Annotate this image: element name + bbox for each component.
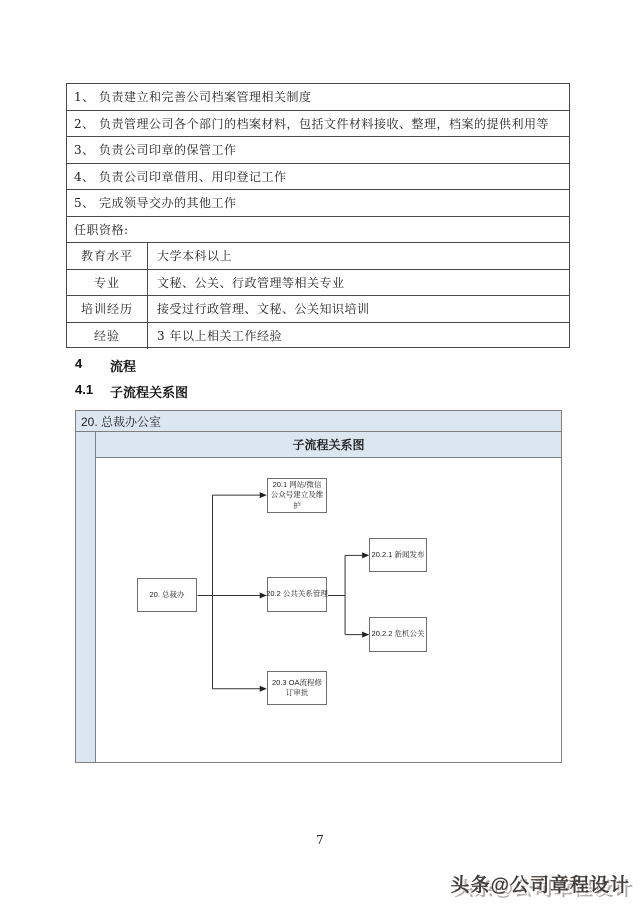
qualification-header: 任职资格: (67, 217, 569, 244)
subsection-title: 子流程关系图 (110, 386, 189, 401)
qual-label-training: 培训经历 (67, 296, 148, 322)
qual-label-experience: 经验 (67, 323, 148, 350)
qual-value-training: 接受过行政管理、文秘、公关知识培训 (157, 302, 370, 317)
swimlane-main (96, 432, 561, 762)
duty-row-2: 2、 负责管理公司各个部门的档案材料，包括文件材料接收、整理，档案的提供利用等 (67, 111, 569, 138)
qualification-row-major (67, 270, 569, 297)
qual-value-education: 大学本科以上 (157, 249, 233, 264)
qualification-row-education (67, 243, 569, 270)
section-title: 流程 (110, 360, 137, 375)
swimlane-header: 20. 总裁办公室 (76, 411, 561, 432)
section-heading (75, 356, 136, 375)
subsection-number: 4.1 (75, 382, 94, 397)
qualification-row-experience (67, 323, 569, 350)
flowchart-area (96, 458, 561, 762)
duty-row-1: 1、 负责建立和完善公司档案管理相关制度 (67, 84, 569, 111)
flow-node-news-release: 20.2.1 新闻发布 (369, 538, 427, 572)
flow-node-website-wechat: 20.1 网站/微信公众号建立及维护 (267, 478, 327, 513)
subsection-heading (75, 382, 188, 401)
qual-label-education: 教育水平 (67, 243, 148, 269)
flow-node-public-relations: 20.2 公共关系管理 (267, 577, 327, 612)
swimlane-body (76, 432, 561, 762)
subprocess-diagram (75, 410, 562, 763)
duty-row-5: 5、 完成领导交办的其他工作 (67, 190, 569, 217)
qualification-row-training (67, 296, 569, 323)
flow-node-crisis-pr: 20.2.2 危机公关 (369, 617, 427, 652)
qual-value-major: 文秘、公关、行政管理等相关专业 (157, 275, 345, 290)
flow-node-oa-process: 20.3 OA流程修订审批 (267, 671, 327, 705)
section-number: 4 (75, 356, 83, 371)
duty-row-3: 3、 负责公司印章的保管工作 (67, 137, 569, 164)
swimlane-left-strip (76, 432, 96, 762)
page-number: 7 (316, 833, 324, 847)
duty-row-4: 4、 负责公司印章借用、用印登记工作 (67, 164, 569, 191)
qual-label-major: 专业 (67, 270, 148, 296)
watermark: 头条@公司章程设计 (450, 875, 630, 896)
qual-value-experience: 3 年以上相关工作经验 (157, 329, 282, 344)
diagram-title: 子流程关系图 (96, 432, 561, 458)
flow-node-president-office: 20. 总裁办 (137, 578, 197, 612)
duties-table (66, 83, 570, 348)
